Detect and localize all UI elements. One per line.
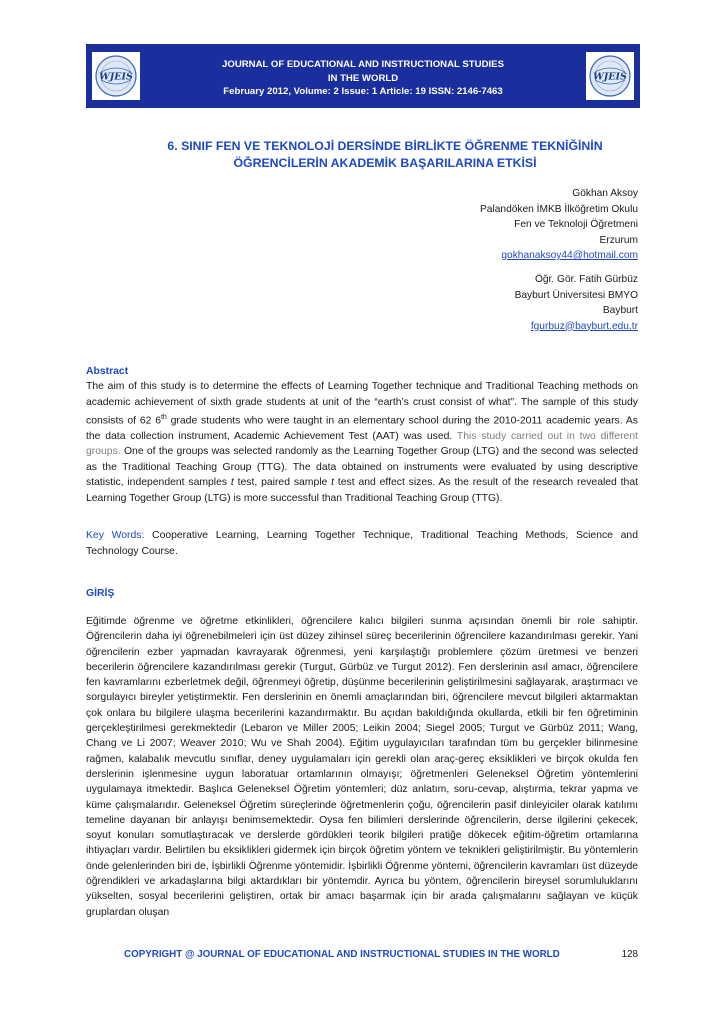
journal-name-line2: IN THE WORLD (327, 72, 399, 84)
giris-heading: GİRİŞ (86, 588, 115, 599)
abstract-text (86, 379, 638, 506)
author-city: Bayburt (602, 305, 638, 316)
abstract-part: test and effect sizes. As the result of the research revealed that Learning Together Group (LTG) is more successful than Traditional Teaching Group (TTG). (86, 477, 638, 504)
author-affiliation: Palandöken İMKB İlköğretim Okulu (480, 203, 638, 215)
journal-banner (86, 44, 640, 108)
logo-text: WJEIS (99, 71, 133, 83)
t-variable: t (230, 477, 234, 489)
copyright-notice: COPYRIGHT @ JOURNAL OF EDUCATIONAL AND INSTRUCTIONAL STUDIES IN THE WORLD (124, 949, 560, 960)
abstract-part: The aim of this study is to determine the effects of Learning Together technique and Traditional Teaching methods on academic achievement of sixth grade students at unit of the “earth’s crust consist of what”. The sample of this study consists of 62 6 (86, 381, 638, 427)
author-email-link[interactable]: fgurbuz@bayburt.edu.tr (530, 320, 638, 332)
abstract-part: test, paired sample (233, 477, 332, 489)
abstract-part: One of the groups was selected randomly as the Learning Together Group (LTG) and the second was selected as the Traditional Teaching Group (TTG). The data obtained on instruments were evaluated by using descriptive statistic, independent samples (86, 446, 638, 489)
abstract-heading: Abstract (86, 366, 129, 377)
keywords-text: Cooperative Learning, Learning Together Technique, Traditional Teaching Methods, Science and Technology Course. (86, 530, 638, 557)
abstract-part: grade students who were taught in an elementary school during the 2010-2011 academic years. As the data collection instrument, Academic Achievement Test (AAT) was used. (86, 415, 638, 442)
issue-info: February 2012, Volume: 2 Issue: 1 Article: 19 ISSN: 2146-7463 (223, 86, 503, 97)
wjeis-logo-left (92, 52, 140, 100)
keywords-label: Key Words: (86, 530, 145, 541)
t-variable: t (331, 477, 335, 489)
author-block-1 (480, 186, 638, 264)
author-block-2 (515, 272, 638, 334)
title-line1: 6. SINIF FEN VE TEKNOLOJİ DERSİNDE BİRLİKTE ÖĞRENME TEKNİĞİNİN (167, 139, 603, 153)
paper-title (100, 138, 670, 172)
author-city: Erzurum (599, 234, 638, 246)
author-affiliation: Bayburt Üniversitesi BMYO (514, 289, 638, 301)
giris-paragraph: Eğitimde öğrenme ve öğretme etkinlikleri, öğrencilere kalıcı bilgileri sunma açısından önemli bir role sahiptir. Öğrencilerin daha iyi öğrenebilmeleri için üst düzey zihinsel süreç becerilerinin öğrencilere kazandırılması gerekir. Yani öğrencilerin ezber yapmadan kavrayarak öğrenmesi, yeni karşılaştığı problemlere çözüm üretmesi ve benzeri becerilerin öğrencilere kazandırılması gerekir (Turgut, Gürbüz ve Turgut 2012). Fen derslerinin asıl amacı, öğrencilere fen kavramlarını ezberletmek değil, öğrenmeyi öğretip, düşünme becerilerinin geliştirilmesini sağlayarak, araştırmacı ve sorgulayıcı bireyler yetiştirmektir. Fen derslerinin en önemli amaçlarından biri, öğrencilere mevcut bilgileri aktarmaktan çok onlara bu bilgilere ulaşma becerilerini kazandırmaktır. Bu açıdan bakıldığında okullarda, etkili bir fen öğretiminin gerçekleştirilmesi gerekmektedir (Lebaron ve Miller 2005; Leikin 2004; Siegel 2005; Turgut ve Gürbüz 2011; Wang, Chang ve Li 2007; Weaver 2010; Wu ve Shah 2004). Eğitim uygulayıcıları tarafından tüm bu gerçekler bilinmesine rağmen, kalabalık mevcutlu sınıflar, deney uygulamaları için gerekli olan araç-gereç eksiklikleri ve birçok okulda fen derslerinin işlenmesine uygun laboratuar ortamlarının olmayışı; öğretmenleri Geleneksel Öğretim yöntemlerini uygulamaya itmektedir. Başlıca Geleneksel Öğretim yöntemleri; düz anlatım, soru-cevap, alıştırma, tekrar yapma ve küme çalışmalarıdır. Geleneksel Öğretim süreçlerinde öğretmenlerin çoğu, öğrencilerin pasif dinleyiciler olarak katılımı temeline dayanan bir anlayışı benimsemektedir. Oysa fen bilimleri derslerinde öğrencilerin, derse ilgilerini çekecek, soyut konuları somutlaştıracak ve derslerde gördükleri teorik bilgileri pratiğe dökecek eğitim-öğretim ortamlarına ihtiyaçları vardır. Belirtilen bu eksiklikleri gidermek için birçok öğretim yöntem ve teknikleri geliştirilmiştir. Bu yöntemlerin önde gelenlerinden biri de, İşbirlikli Öğrenme yöntemidir. İşbirlikli Öğrenme yöntemi, öğrencilerin kavramları üst düzeyde öğrendikleri ve arkadaşlarına bilgi aktardıkları bir yöntemdir. Ayrıca bu yöntem, öğrencilerin bireysel sorumluluklarını yükselten, sosyal becerilerini geliştiren, ortak bir amacı başarmak için bir arada çalışmalarını sağlayan ve küçük gruplardan oluşan (86, 616, 638, 918)
author-role: Fen ve Teknoloji Öğretmeni (514, 219, 638, 230)
superscript-th: th (160, 414, 167, 421)
wjeis-logo-right (586, 52, 634, 100)
logo-text: WJEIS (593, 71, 627, 83)
journal-info (150, 58, 576, 99)
keywords (86, 528, 638, 559)
abstract-grey-sentence: This study carried out in two different groups. (86, 430, 638, 458)
author-name: Gökhan Aksoy (572, 188, 638, 199)
author-email-link[interactable]: gokhanaksoy44@hotmail.com (501, 250, 638, 261)
page-number: 128 (621, 949, 638, 960)
journal-name-line1: JOURNAL OF EDUCATIONAL AND INSTRUCTIONAL STUDIES (222, 59, 504, 70)
author-name: Öğr. Gör. Fatih Gürbüz (534, 274, 638, 285)
title-line2: ÖĞRENCİLERİN AKADEMİK BAŞARILARINA ETKİSİ (233, 156, 537, 170)
